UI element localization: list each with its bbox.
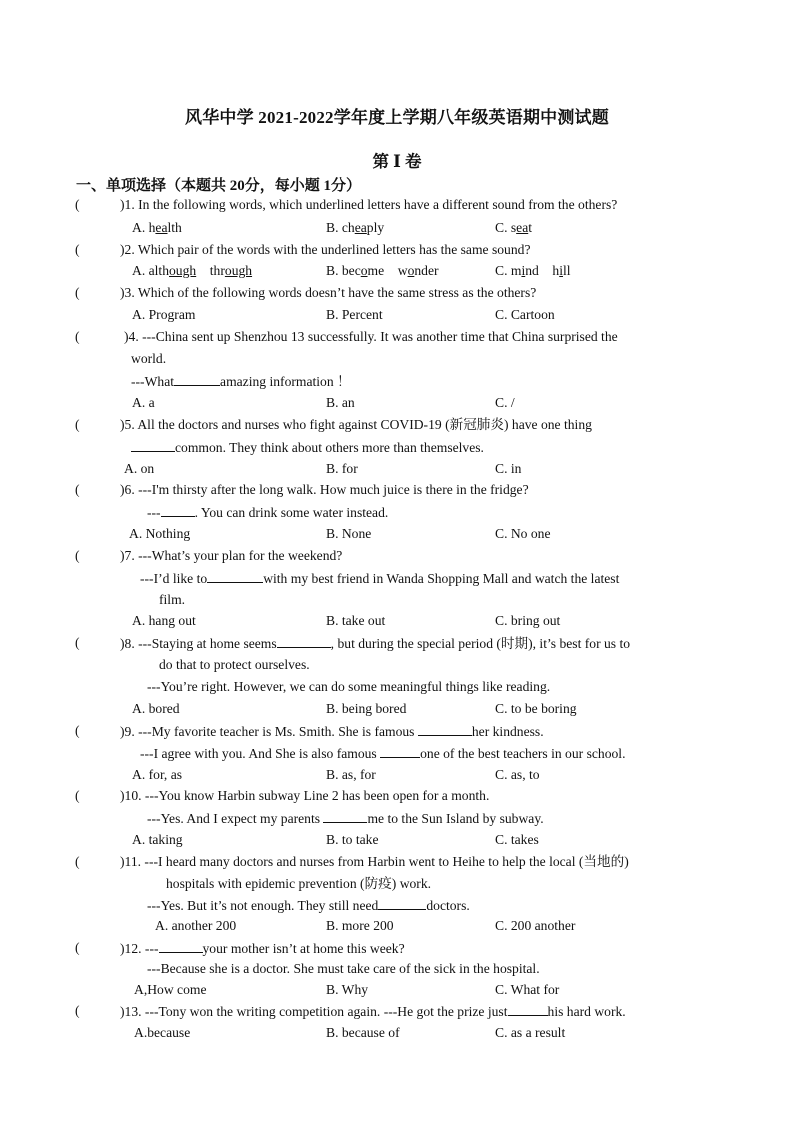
option-c: C. bring out	[495, 613, 561, 628]
dialogue-line: ---I’d like to with my best friend in Wanda Shopping Mall and watch the latest	[140, 571, 620, 586]
answer-blank[interactable]	[131, 440, 175, 452]
option-c: C. /	[495, 395, 515, 410]
option-b: B. become wonder	[326, 263, 439, 278]
question-5-continued: common. They think about others more than themselves.	[131, 440, 484, 455]
option-b: B. as, for	[326, 767, 376, 782]
option-c: C. as a result	[495, 1025, 566, 1040]
answer-blank[interactable]	[207, 571, 263, 583]
answer-paren[interactable]: (	[75, 940, 80, 955]
answer-paren[interactable]: (	[75, 854, 80, 869]
option-a: A. Program	[132, 307, 196, 322]
dialogue-line: ---Because she is a doctor. She must take care of the sick in the hospital.	[147, 961, 540, 976]
option-b: B. for	[326, 461, 358, 476]
question-6: )6. ---I'm thirsty after the long walk. How much juice is there in the fridge?	[120, 482, 529, 497]
answer-paren[interactable]: (	[75, 548, 80, 563]
answer-paren[interactable]: (	[75, 788, 80, 803]
option-a: A,How come	[134, 982, 207, 997]
answer-paren[interactable]: (	[75, 723, 80, 738]
dialogue-line: --- . You can drink some water instead.	[147, 505, 389, 520]
answer-blank[interactable]	[378, 898, 426, 910]
dialogue-line: ---Yes. But it’s not enough. They still need doctors.	[147, 898, 470, 913]
answer-blank[interactable]	[161, 505, 195, 517]
question-4: )4. ---China sent up Shenzhou 13 successfully. It was another time that China surprised the	[124, 329, 618, 344]
dialogue-line: ---I agree with you. And She is also famous one of the best teachers in our school.	[140, 746, 626, 761]
option-b: B. None	[326, 526, 372, 541]
question-11: )11. ---I heard many doctors and nurses from Harbin went to Heihe to help the local (当地的)	[120, 854, 629, 869]
answer-blank[interactable]	[380, 746, 420, 758]
answer-paren[interactable]: (	[75, 285, 80, 300]
answer-paren[interactable]: (	[75, 1003, 80, 1018]
option-c: C. as, to	[495, 767, 540, 782]
answer-paren[interactable]: (	[75, 197, 80, 212]
option-b: B. to take	[326, 832, 379, 847]
question-5: )5. All the doctors and nurses who fight against COVID-19 (新冠肺炎) have one thing	[120, 417, 592, 432]
question-9: )9. ---My favorite teacher is Ms. Smith. She is famous her kindness.	[120, 724, 544, 739]
answer-blank[interactable]	[277, 636, 331, 648]
question-12: )12. --- your mother isn’t at home this week?	[120, 941, 405, 956]
option-a: A.because	[134, 1025, 191, 1040]
answer-blank[interactable]	[508, 1004, 548, 1016]
question-4-continued: world.	[131, 351, 167, 366]
question-13: )13. ---Tony won the writing competition again. ---He got the prize just his hard work.	[120, 1004, 626, 1019]
option-b: B. being bored	[326, 701, 407, 716]
option-b: B. cheaply	[326, 220, 385, 235]
option-a: A. although through	[132, 263, 253, 278]
answer-paren[interactable]: (	[75, 417, 80, 432]
question-1: )1. In the following words, which underlined letters have a different sound from the others?	[120, 197, 618, 212]
option-b: B. an	[326, 395, 355, 410]
answer-paren[interactable]: (	[75, 329, 80, 344]
question-11-continued: hospitals with epidemic prevention (防疫) work.	[166, 876, 432, 891]
option-a: A. health	[132, 220, 182, 235]
volume-heading: 第 Ⅰ 卷	[372, 152, 422, 171]
option-c: C. mind hill	[495, 263, 571, 278]
option-c: C. takes	[495, 832, 539, 847]
option-a: A. taking	[132, 832, 183, 847]
dialogue-line: ---What amazing information ！	[131, 374, 351, 389]
page-title: 风华中学 2021-2022学年度上学期八年级英语期中测试题	[185, 108, 609, 127]
answer-blank[interactable]	[174, 374, 220, 386]
section-heading: 一、单项选择（本题共 20分，每小题 1分）	[76, 178, 362, 194]
option-c: C. Cartoon	[495, 307, 555, 322]
answer-blank[interactable]	[323, 811, 367, 823]
answer-paren[interactable]: (	[75, 242, 80, 257]
option-a: A. bored	[132, 701, 180, 716]
question-8-continued: do that to protect ourselves.	[159, 657, 310, 672]
question-7: )7. ---What’s your plan for the weekend?	[120, 548, 343, 563]
question-3: )3. Which of the following words doesn’t have the same stress as the others?	[120, 285, 537, 300]
option-b: B. Percent	[326, 307, 383, 322]
option-b: B. Why	[326, 982, 369, 997]
answer-blank[interactable]	[418, 724, 472, 736]
option-a: A. hang out	[132, 613, 196, 628]
question-7-continued: film.	[159, 592, 186, 607]
option-c: C. 200 another	[495, 918, 576, 933]
option-a: A. on	[124, 461, 155, 476]
question-2: )2. Which pair of the words with the underlined letters has the same sound?	[120, 242, 531, 257]
question-8: )8. ---Staying at home seems , but during the special period (时期), it’s best for us to	[120, 636, 631, 651]
dialogue-line: ---You’re right. However, we can do some meaningful things like reading.	[147, 679, 551, 694]
option-b: B. more 200	[326, 918, 394, 933]
option-a: A. another 200	[155, 918, 237, 933]
answer-blank[interactable]	[159, 941, 203, 953]
option-c: C. in	[495, 461, 522, 476]
option-c: C. to be boring	[495, 701, 577, 716]
dialogue-line: ---Yes. And I expect my parents me to the Sun Island by subway.	[147, 811, 544, 826]
option-b: B. take out	[326, 613, 386, 628]
option-c: C. seat	[495, 220, 533, 235]
answer-paren[interactable]: (	[75, 635, 80, 650]
option-a: A. Nothing	[129, 526, 191, 541]
option-b: B. because of	[326, 1025, 400, 1040]
option-c: C. What for	[495, 982, 560, 997]
answer-paren[interactable]: (	[75, 482, 80, 497]
option-a: A. for, as	[132, 767, 183, 782]
option-a: A. a	[132, 395, 155, 410]
question-10: )10. ---You know Harbin subway Line 2 has been open for a month.	[120, 788, 490, 803]
option-c: C. No one	[495, 526, 551, 541]
